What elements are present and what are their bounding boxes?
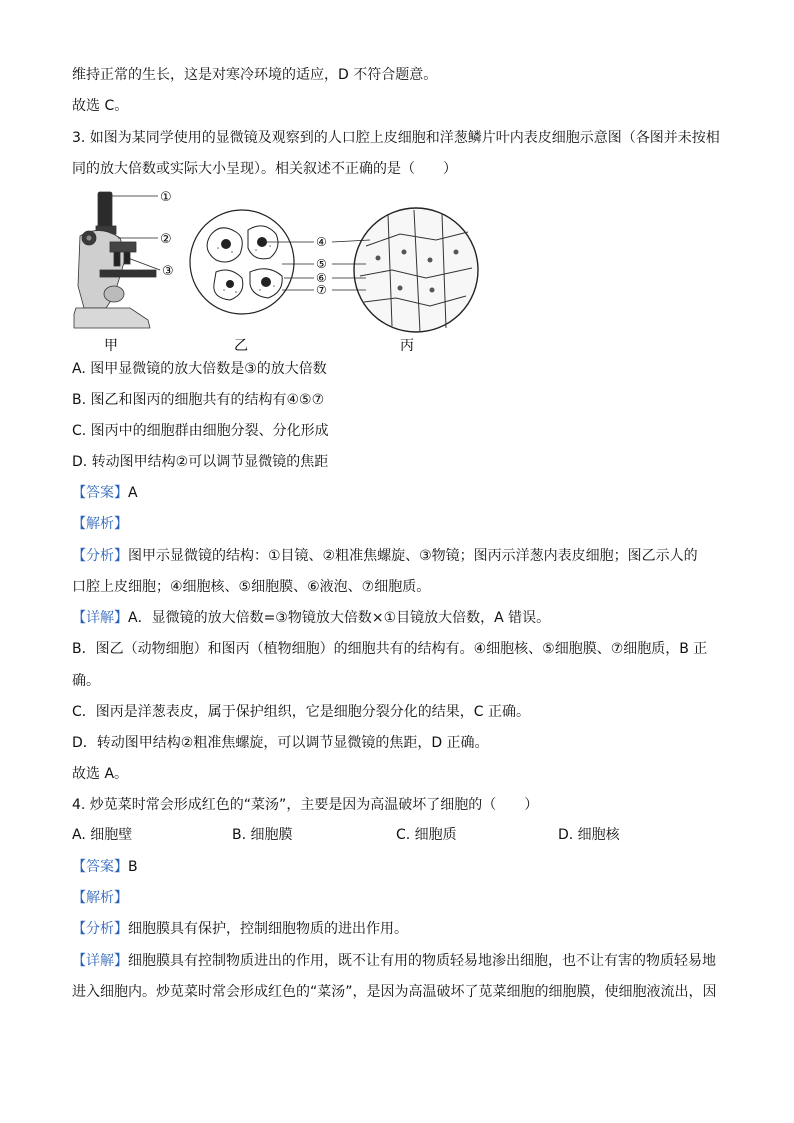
q3-option-b: B. 图乙和图丙的细胞共有的结构有④⑤⑦ (72, 392, 325, 408)
answer-tag: 【答案】 (72, 859, 128, 875)
q3-detail-b2: 确。 (72, 673, 100, 689)
q4-option-d: D. 细胞核 (558, 827, 620, 843)
q4-answer (72, 858, 138, 876)
caption-yi: 乙 (234, 338, 248, 354)
label-7: ⑦ (316, 283, 327, 297)
q3-detail-a (72, 609, 550, 627)
caption-jia: 甲 (104, 338, 118, 354)
q3-stem-1: 3. 如图为某同学使用的显微镜及观察到的人口腔上皮细胞和洋葱鳞片叶内表皮细胞示意图（各图并未按相 (72, 130, 720, 146)
q3-option-a: A. 图甲显微镜的放大倍数是③的放大倍数 (72, 361, 327, 377)
figure-svg (70, 186, 490, 356)
answer-value: B (128, 859, 138, 875)
q4-detail-a (72, 952, 716, 970)
q4-jiexi: 【解析】 (72, 890, 128, 906)
microscope-cell-figure (70, 186, 490, 356)
q3-option-d: D. 转动图甲结构②可以调节显微镜的焦距 (72, 454, 329, 470)
detail-text: A．显微镜的放大倍数=③物镜放大倍数×①目镜放大倍数，A 错误。 (128, 610, 551, 626)
label-4: ④ (316, 235, 327, 249)
analysis-tag: 【分析】 (72, 921, 128, 937)
q4-stem: 4. 炒苋菜时常会形成红色的“菜汤”，主要是因为高温破坏了细胞的（ ） (72, 797, 539, 813)
label-5: ⑤ (316, 257, 327, 271)
line-1: 维持正常的生长，这是对寒冷环境的适应，D 不符合题意。 (72, 67, 438, 83)
analysis-text: 细胞膜具有保护，控制细胞物质的进出作用。 (128, 921, 408, 937)
onion-cells-drawing (354, 208, 478, 332)
answer-value: A (128, 485, 138, 501)
label-6: ⑥ (316, 271, 327, 285)
q4-option-c: C. 细胞质 (396, 827, 457, 843)
q3-option-c: C. 图丙中的细胞群由细胞分裂、分化形成 (72, 423, 329, 439)
q3-detail-d: D．转动图甲结构②粗准焦螺旋，可以调节显微镜的焦距，D 正确。 (72, 735, 489, 751)
q3-jiexi: 【解析】 (72, 516, 128, 532)
q4-detail-b: 进入细胞内。炒苋菜时常会形成红色的“菜汤”，是因为高温破坏了苋菜细胞的细胞膜，使细胞液流出，因 (72, 984, 717, 1000)
microscope-drawing (74, 192, 156, 328)
q4-option-b: B. 细胞膜 (232, 827, 293, 843)
detail-text: 细胞膜具有控制物质进出的作用，既不让有用的物质轻易地渗出细胞，也不让有害的物质轻易地 (128, 953, 716, 969)
detail-tag: 【详解】 (72, 953, 128, 969)
q3-analysis-2: 口腔上皮细胞；④细胞核、⑤细胞膜、⑥液泡、⑦细胞质。 (72, 579, 431, 595)
analysis-tag: 【分析】 (72, 548, 128, 564)
q3-detail-c: C．图丙是洋葱表皮，属于保护组织，它是细胞分裂分化的结果，C 正确。 (72, 704, 530, 720)
detail-tag: 【详解】 (72, 610, 128, 626)
q4-option-a: A. 细胞壁 (72, 827, 133, 843)
label-3: ③ (162, 264, 174, 279)
q3-answer (72, 484, 138, 502)
label-1: ① (160, 190, 172, 205)
line-2: 故选 C。 (72, 98, 129, 114)
q3-detail-b1: B．图乙（动物细胞）和图丙（植物细胞）的细胞共有的结构有。④细胞核、⑤细胞膜、⑦细胞质，B 正 (72, 641, 708, 657)
q3-analysis-1 (72, 547, 698, 565)
caption-bing: 丙 (400, 338, 414, 354)
q3-conclusion: 故选 A。 (72, 766, 129, 782)
answer-tag: 【答案】 (72, 485, 128, 501)
q4-analysis (72, 920, 408, 938)
cheek-cells-drawing (190, 210, 294, 314)
analysis-text: 图甲示显微镜的结构：①目镜、②粗准焦螺旋、③物镜；图丙示洋葱内表皮细胞；图乙示人的 (128, 548, 698, 564)
q3-stem-2: 同的放大倍数或实际大小呈现）。相关叙述不正确的是（ ） (72, 161, 457, 177)
label-2: ② (160, 232, 172, 247)
